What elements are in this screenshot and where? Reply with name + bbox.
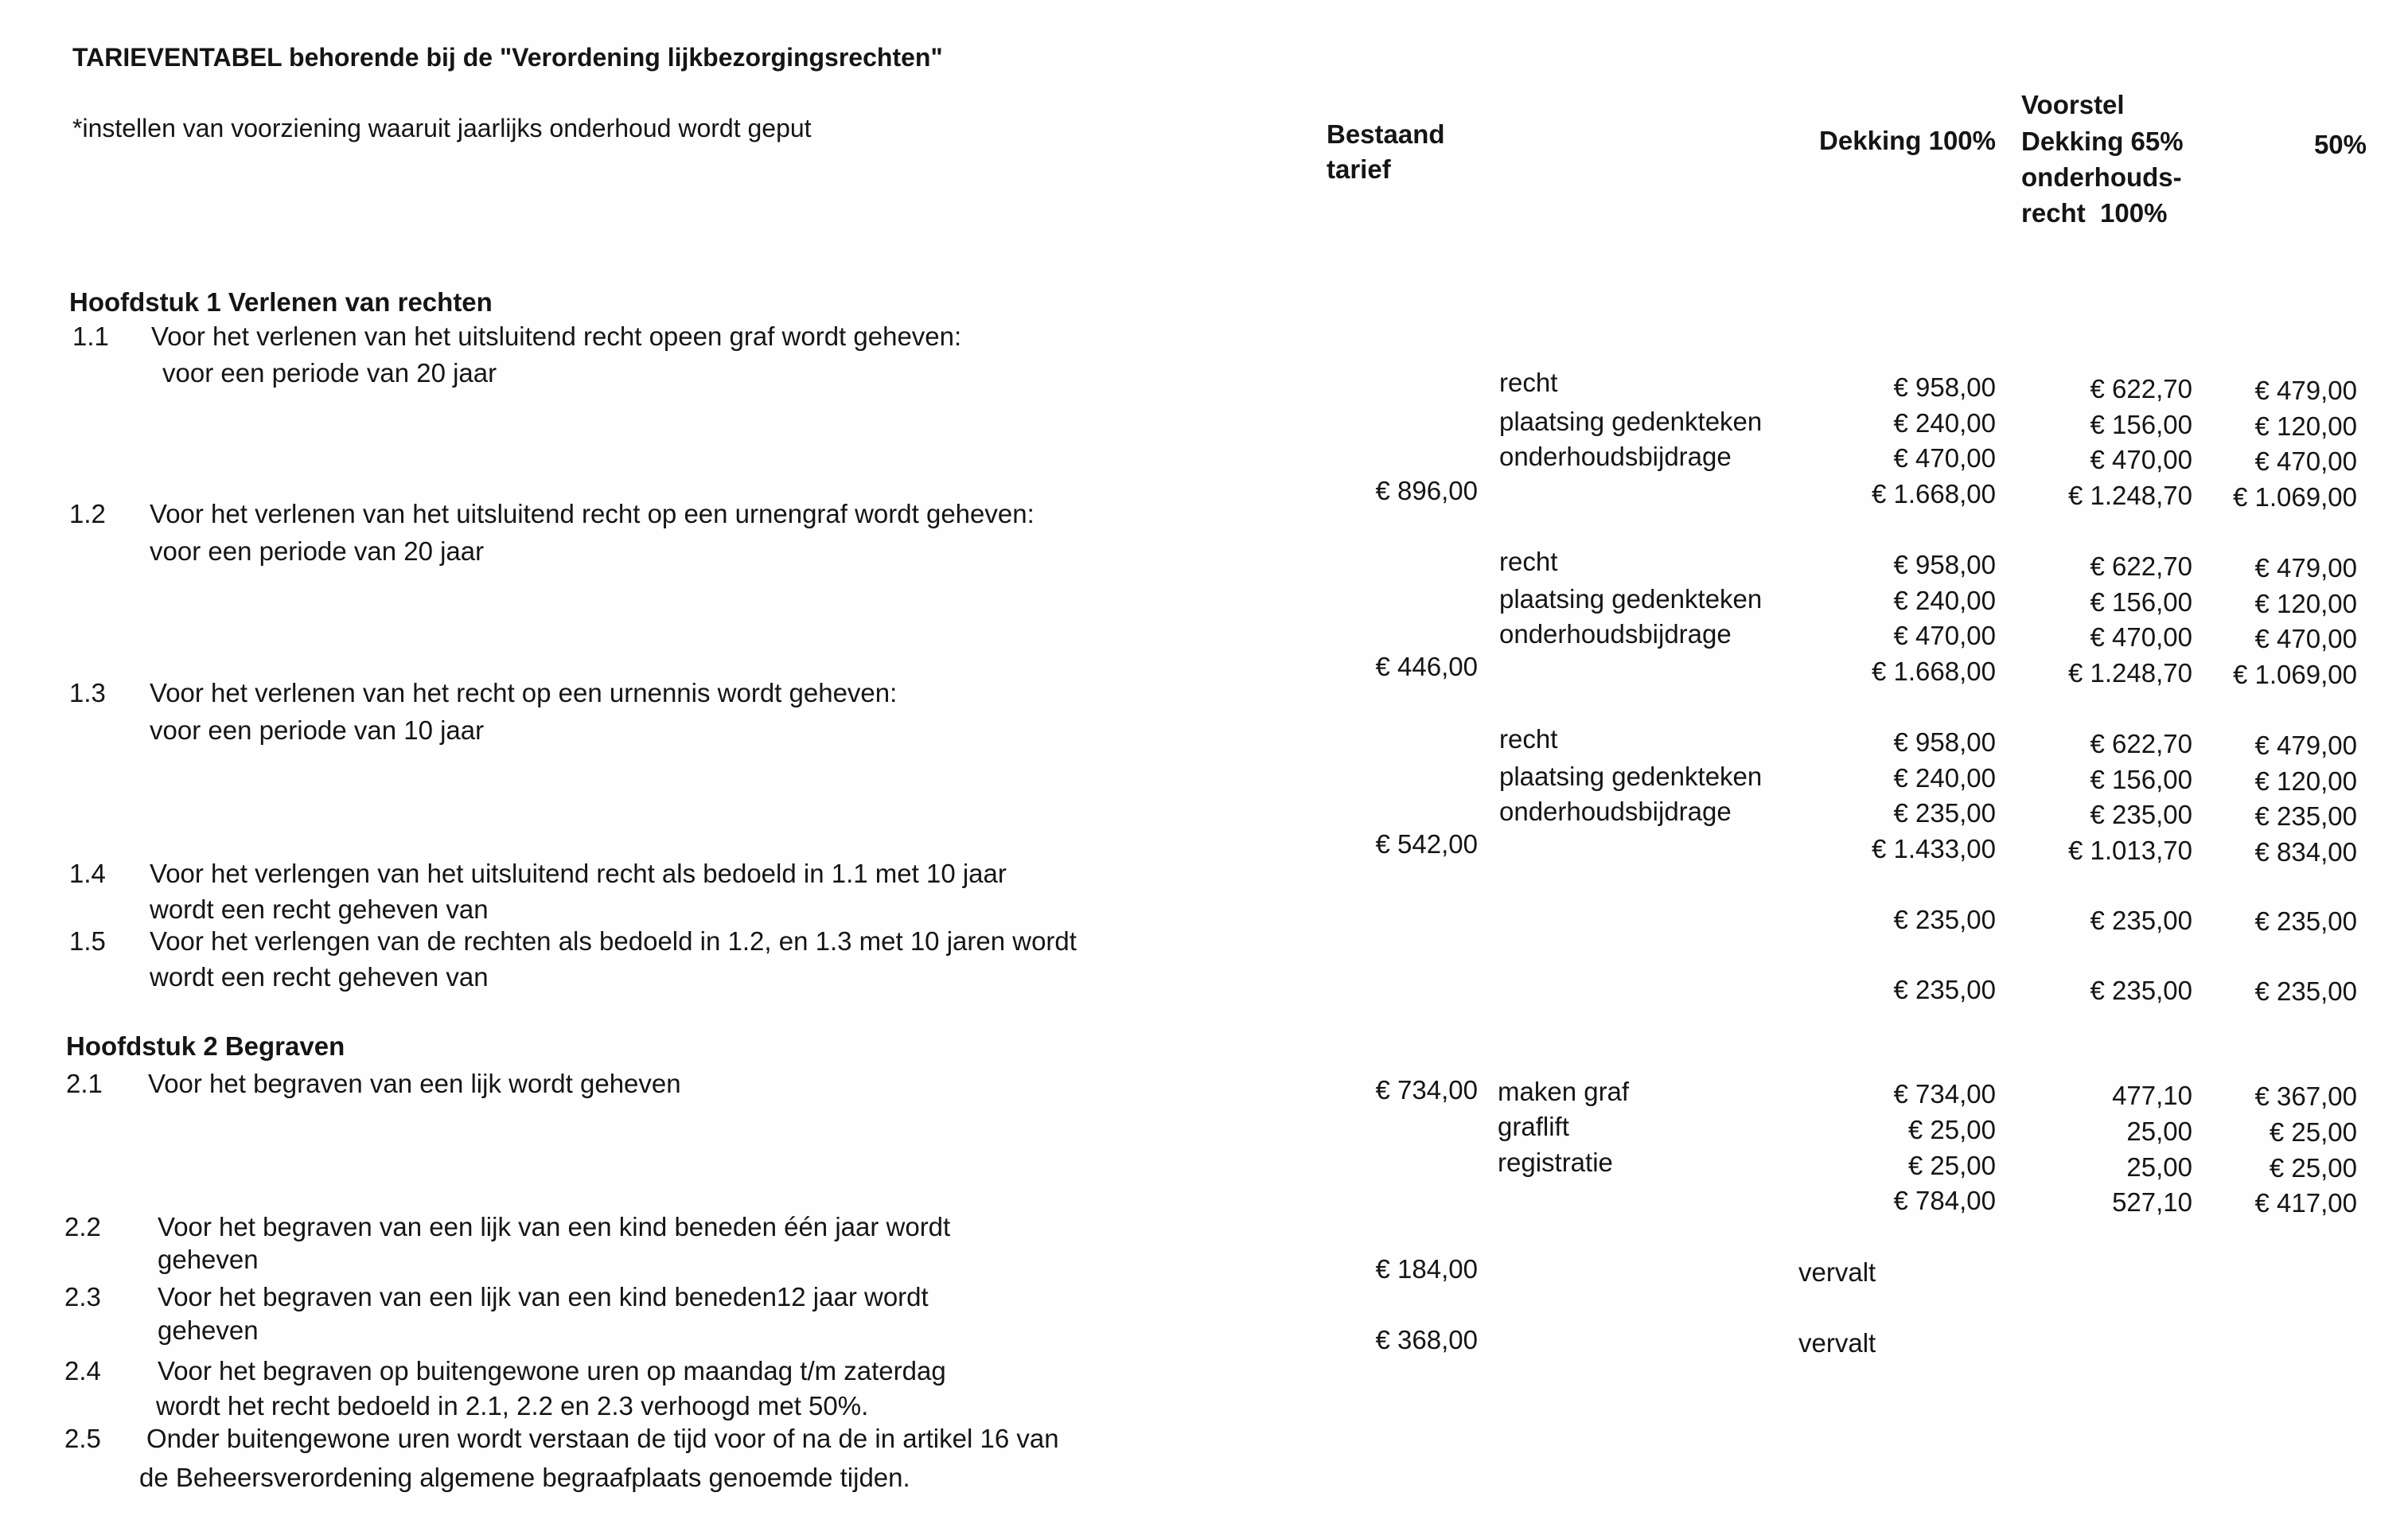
existing-tariff-value: € 184,00	[1375, 1254, 1478, 1284]
item-text: Voor het verlenen van het uitsluitend recht op een urnengraf wordt geheven:	[150, 499, 1035, 528]
coverage-100-total: € 784,00	[1893, 1186, 1996, 1215]
existing-tariff-value: € 368,00	[1375, 1325, 1478, 1354]
coverage-100-value: € 235,00	[1893, 975, 1996, 1004]
item-number: 1.1	[72, 322, 109, 351]
fee-component-label: plaatsing gedenkteken	[1499, 762, 1763, 791]
proposal-total: € 1.248,70	[2068, 481, 2192, 510]
proposal-value: € 156,00	[2090, 410, 2192, 439]
coverage-100-value: € 958,00	[1893, 372, 1996, 402]
proposal-value: € 156,00	[2090, 765, 2192, 794]
proposal-value: 25,00	[2126, 1152, 2192, 1182]
item-text: voor een periode van 10 jaar	[150, 715, 485, 745]
chapter-heading: Hoofdstuk 2 Begraven	[66, 1031, 345, 1061]
item-text: Voor het begraven van een lijk van een kind beneden12 jaar wordt	[158, 1282, 929, 1311]
item-number: 1.4	[69, 859, 106, 888]
proposal-value: € 622,70	[2090, 551, 2192, 581]
half-value: € 479,00	[2254, 731, 2357, 760]
item-text: Voor het verlengen van de rechten als bedoeld in 1.2, en 1.3 met 10 jaren wordt	[150, 926, 1077, 956]
existing-tariff-value: € 446,00	[1375, 652, 1478, 681]
status-lapsed: vervalt	[1798, 1257, 1876, 1287]
half-value: € 120,00	[2254, 589, 2357, 618]
item-text: geheven	[158, 1315, 259, 1345]
coverage-100-value: € 240,00	[1893, 763, 1996, 793]
fee-component-label: maken graf	[1498, 1077, 1630, 1106]
item-text: Voor het begraven van een lijk van een kind beneden één jaar wordt	[158, 1212, 951, 1241]
coverage-100-value: € 734,00	[1893, 1079, 1996, 1109]
proposal-value: € 470,00	[2090, 622, 2192, 652]
item-text: Voor het verlenen van het recht op een urnennis wordt geheven:	[150, 678, 898, 707]
fee-component-label: recht	[1499, 368, 1558, 397]
header-half: 50%	[2313, 130, 2367, 159]
half-value: € 470,00	[2254, 446, 2357, 476]
coverage-100-total: € 1.668,00	[1872, 657, 1996, 686]
item-text: geheven	[158, 1245, 259, 1274]
proposal-value: 477,10	[2112, 1081, 2192, 1110]
coverage-100-value: € 25,00	[1907, 1115, 1996, 1144]
proposal-value: € 622,70	[2090, 374, 2192, 403]
half-value: € 235,00	[2254, 976, 2357, 1006]
proposal-total: 527,10	[2112, 1187, 2192, 1217]
status-lapsed: vervalt	[1798, 1328, 1876, 1358]
item-text: wordt een recht geheven van	[150, 894, 489, 924]
item-number: 2.3	[64, 1282, 101, 1311]
coverage-100-total: € 1.433,00	[1872, 834, 1996, 863]
half-value: € 25,00	[2269, 1153, 2357, 1183]
fee-component-label: onderhoudsbijdrage	[1499, 797, 1732, 826]
header-existing-tariff: Bestaand	[1327, 119, 1445, 149]
fee-component-label: registratie	[1498, 1148, 1613, 1177]
coverage-100-value: € 235,00	[1893, 798, 1996, 828]
half-total: € 1.069,00	[2233, 482, 2357, 512]
existing-tariff-value: € 542,00	[1375, 829, 1478, 859]
proposal-total: € 1.013,70	[2068, 836, 2192, 865]
item-text: Voor het begraven van een lijk wordt geheven	[148, 1069, 681, 1098]
half-total: € 417,00	[2254, 1188, 2357, 1218]
half-value: € 235,00	[2254, 906, 2357, 936]
half-value: € 479,00	[2254, 376, 2357, 405]
item-text: de Beheersverordening algemene begraafplaats genoemde tijden.	[139, 1463, 910, 1492]
item-number: 2.4	[64, 1356, 101, 1385]
half-value: € 235,00	[2254, 801, 2357, 831]
item-number: 1.5	[69, 926, 106, 956]
half-value: € 367,00	[2254, 1081, 2357, 1111]
coverage-100-value: € 240,00	[1893, 586, 1996, 615]
existing-tariff-value: € 896,00	[1375, 476, 1478, 505]
item-number: 1.2	[69, 499, 106, 528]
item-text: Voor het begraven op buitengewone uren op maandag t/m zaterdag	[158, 1356, 946, 1385]
coverage-100-value: € 235,00	[1893, 905, 1996, 934]
item-text: voor een periode van 20 jaar	[150, 536, 485, 566]
coverage-100-value: € 240,00	[1893, 408, 1996, 438]
item-number: 2.1	[66, 1069, 103, 1098]
half-value: € 120,00	[2254, 766, 2357, 796]
coverage-100-value: € 958,00	[1893, 727, 1996, 757]
item-number: 1.3	[69, 678, 106, 707]
document-title: TARIEVENTABEL behorende bij de "Verordening lijkbezorgingsrechten"	[72, 43, 943, 72]
fee-component-label: onderhoudsbijdrage	[1499, 442, 1732, 471]
proposal-value: € 470,00	[2090, 445, 2192, 474]
proposal-value: € 235,00	[2090, 906, 2192, 935]
header-proposal: onderhouds-	[2021, 162, 2182, 192]
fee-component-label: recht	[1499, 724, 1558, 754]
proposal-value: € 622,70	[2090, 729, 2192, 758]
item-number: 2.2	[64, 1212, 101, 1241]
proposal-value: € 235,00	[2090, 800, 2192, 829]
header-proposal: recht 100%	[2021, 198, 2168, 228]
fee-component-label: graflift	[1498, 1112, 1569, 1141]
fee-component-label: plaatsing gedenkteken	[1499, 407, 1763, 436]
provision-note: *instellen van voorziening waaruit jaarlijks onderhoud wordt geput	[72, 114, 812, 142]
coverage-100-value: € 25,00	[1907, 1151, 1996, 1180]
header-proposal: Voorstel	[2021, 90, 2125, 119]
item-text: Voor het verlenen van het uitsluitend recht opeen graf wordt geheven:	[151, 322, 962, 351]
coverage-100-value: € 470,00	[1893, 621, 1996, 650]
proposal-value: 25,00	[2126, 1117, 2192, 1146]
proposal-value: € 235,00	[2090, 976, 2192, 1005]
half-value: € 470,00	[2254, 624, 2357, 653]
header-coverage-100: Dekking 100%	[1819, 126, 1996, 155]
coverage-100-value: € 958,00	[1893, 550, 1996, 579]
fee-component-label: plaatsing gedenkteken	[1499, 584, 1763, 614]
proposal-value: € 156,00	[2090, 587, 2192, 617]
item-number: 2.5	[64, 1424, 101, 1453]
proposal-total: € 1.248,70	[2068, 658, 2192, 688]
existing-tariff-value: € 734,00	[1375, 1075, 1478, 1105]
item-text: Onder buitengewone uren wordt verstaan de tijd voor of na de in artikel 16 van	[146, 1424, 1059, 1453]
header-existing-tariff: tarief	[1327, 154, 1391, 184]
fee-component-label: recht	[1499, 547, 1558, 576]
item-text: voor een periode van 20 jaar	[162, 358, 497, 388]
half-total: € 834,00	[2254, 837, 2357, 867]
half-value: € 25,00	[2269, 1117, 2357, 1147]
coverage-100-value: € 470,00	[1893, 443, 1996, 473]
item-text: wordt het recht bedoeld in 2.1, 2.2 en 2.3 verhoogd met 50%.	[156, 1391, 869, 1421]
half-value: € 479,00	[2254, 553, 2357, 583]
chapter-heading: Hoofdstuk 1 Verlenen van rechten	[69, 287, 493, 317]
header-proposal: Dekking 65%	[2021, 127, 2184, 156]
half-value: € 120,00	[2254, 411, 2357, 441]
item-text: wordt een recht geheven van	[150, 962, 489, 992]
item-text: Voor het verlengen van het uitsluitend recht als bedoeld in 1.1 met 10 jaar	[150, 859, 1007, 888]
fee-component-label: onderhoudsbijdrage	[1499, 619, 1732, 649]
coverage-100-total: € 1.668,00	[1872, 479, 1996, 509]
half-total: € 1.069,00	[2233, 660, 2357, 689]
